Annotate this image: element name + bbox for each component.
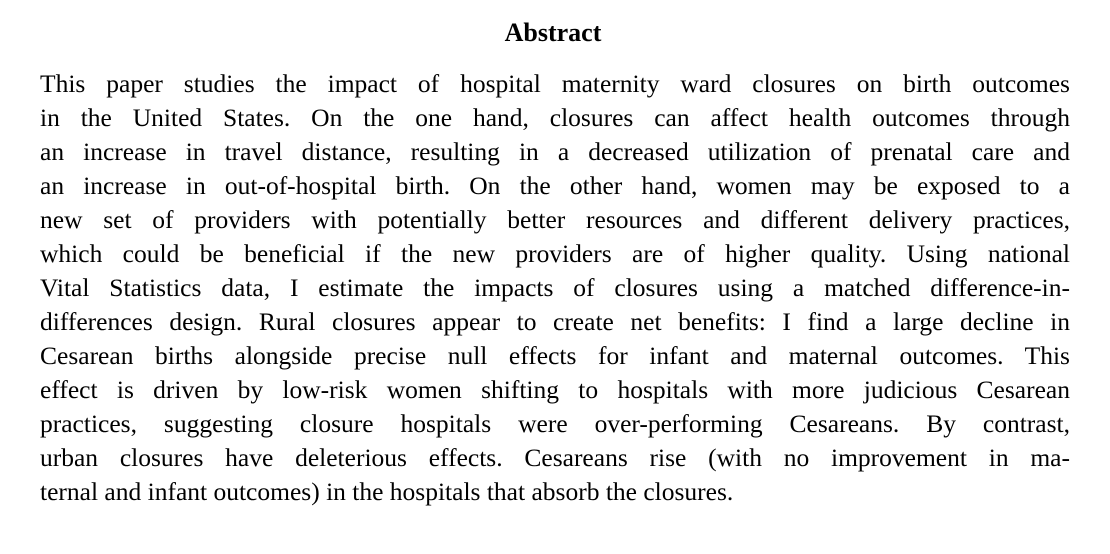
abstract-line: which could be beneficial if the new providers are of higher quality. Using national [40,239,1070,268]
abstract-line: Cesarean births alongside precise null effects for infant and maternal outcomes. This [40,341,1070,370]
abstract-body [40,67,1070,509]
abstract-heading: Abstract [504,18,602,47]
abstract-line: ternal and infant outcomes) in the hospitals that absorb the closures. [40,477,734,506]
abstract-line: an increase in out-of-hospital birth. On the other hand, women may be exposed to a [40,171,1070,200]
abstract-line: practices, suggesting closure hospitals were over-performing Cesareans. By contrast, [40,409,1070,438]
abstract-line: urban closures have deleterious effects. Cesareans rise (with no improvement in ma- [40,443,1070,472]
abstract-line: differences design. Rural closures appear to create net benefits: I find a large decline in [40,307,1070,336]
abstract-line: an increase in travel distance, resulting in a decreased utilization of prenatal care and [40,137,1070,166]
abstract-line: in the United States. On the one hand, closures can affect health outcomes through [40,103,1070,132]
abstract-line: Vital Statistics data, I estimate the impacts of closures using a matched difference-in- [40,273,1070,302]
abstract-line: new set of providers with potentially better resources and different delivery practices, [40,205,1070,234]
abstract-line: This paper studies the impact of hospital maternity ward closures on birth outcomes [40,69,1070,98]
abstract-line: effect is driven by low-risk women shifting to hospitals with more judicious Cesarean [40,375,1070,404]
